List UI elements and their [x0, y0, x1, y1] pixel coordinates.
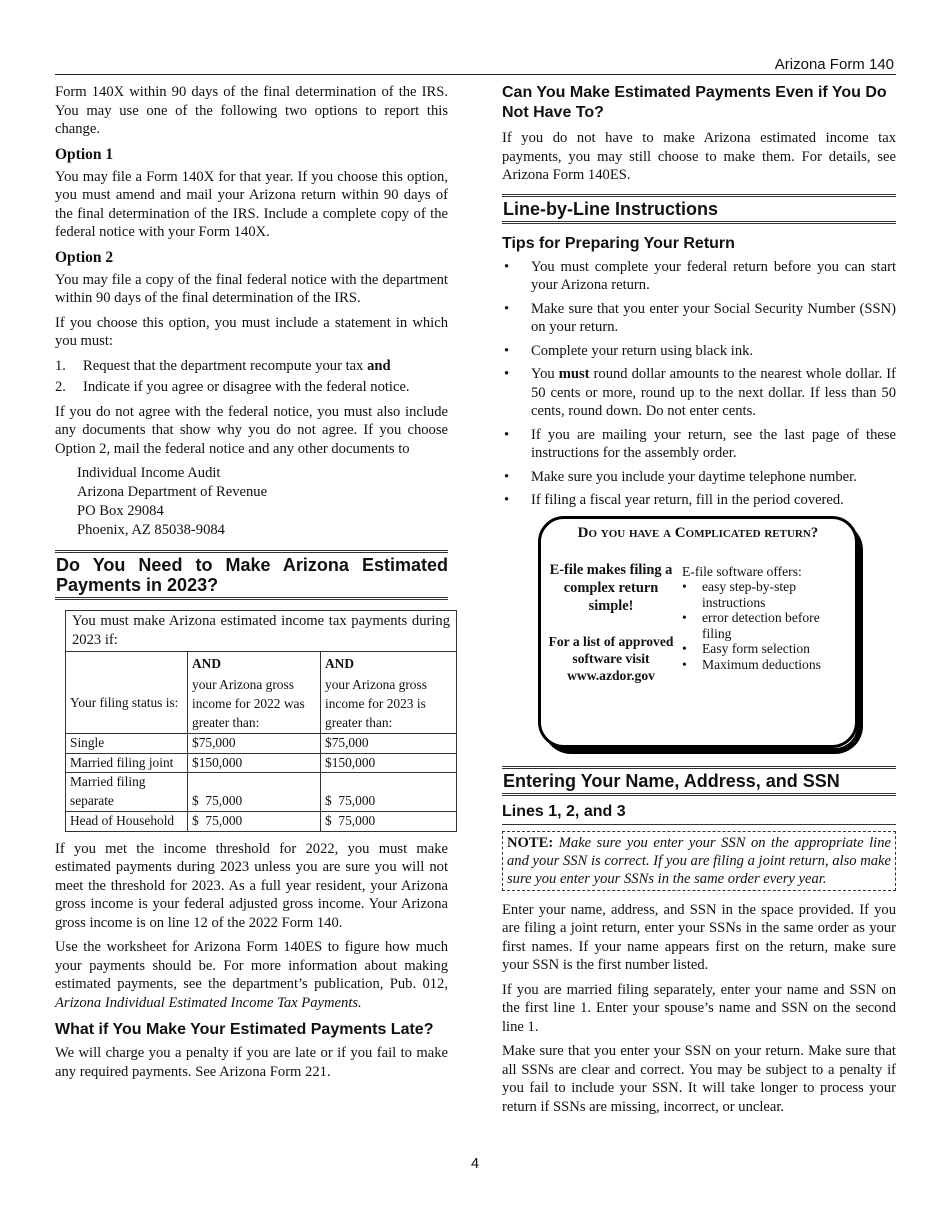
lines-heading: Lines 1, 2, and 3 [502, 802, 896, 825]
even-if-text: If you do not have to make Arizona estimated income tax payments, you may still choose to make them. For details, see Arizona Form 140ES. [502, 130, 896, 183]
col-header-status: Your filing status is: [66, 651, 188, 733]
tips-heading: Tips for Preparing Your Return [502, 234, 735, 252]
col-header-2022: AND your Arizona gross income for 2022 was greater than: [188, 651, 321, 733]
table-intro: You must make Arizona estimated income tax payments during 2023 if: [66, 611, 457, 652]
box-list-item: • error detection before filing [682, 610, 820, 641]
page-header [55, 55, 896, 75]
box-title: Do you have a Complicated return? [577, 524, 819, 541]
tip-item: • Complete your return using black ink. [504, 342, 754, 359]
worksheet-paragraph: Use the worksheet for Arizona Form 140ES to figure how much your payments should be. For more information about making estimated payments, see the department’s publication, Pub. 012, Arizona Individual Estimated Income Tax Payments. [55, 939, 448, 1011]
tip-item: • You must round dollar amounts to the nearest whole dollar. If 50 cents or more, round up to the next dollar. If less than 50 cents, round down. Do not enter cents. [504, 366, 896, 419]
name-section-heading: Entering Your Name, Address, and SSN [502, 766, 896, 796]
tips-list [502, 258, 896, 510]
table-row: Married filing joint $150,000 $150,000 [66, 753, 457, 773]
even-if-heading: Can You Make Estimated Payments Even if You Do Not Have To? [502, 84, 887, 121]
name-para2: If you are married filing separately, enter your name and SSN on the first line 1. Enter your spouse’s name and SSN on the second line 1. [502, 981, 896, 1035]
tip-item: • You must complete your federal return before you can start your Arizona return. [504, 258, 896, 293]
box-list-item: • Easy form selection [682, 641, 810, 657]
tip-item: • If you are mailing your return, see the last page of these instructions for the assembly order. [504, 426, 896, 461]
tip-item: • If filing a fiscal year return, fill in the period covered. [504, 492, 844, 508]
ssn-note: NOTE: Make sure you enter your SSN on the appropriate line and your SSN is correct. If you are filing a joint return, also make sure you enter your SSNs in the same order every year. [502, 831, 896, 891]
table-header-row [66, 651, 457, 733]
mailing-address: Individual Income Audit Arizona Department of Revenue PO Box 29084 Phoenix, AZ 85038-9084 [77, 465, 268, 538]
box-left-text: E-file makes filing a complex return simple! For a list of approved software visit www.azdor.gov [548, 561, 674, 683]
option2-text1: You may file a copy of the final federal notice with the department within 90 days of the final determination of the IRS. [55, 271, 448, 306]
option2-steps [55, 357, 448, 397]
option1-heading: Option 1 [55, 145, 114, 163]
option1-text: You may file a Form 140X for that year. If you choose this option, you must amend and mail your Arizona return within 90 days of the final determination of the IRS. Include a complete copy of the federal notice with your Form 140X. [55, 168, 448, 240]
estimated-payments-table [65, 610, 457, 832]
option2-text2: If you choose this option, you must include a statement in which you must: [55, 314, 448, 349]
option2-heading: Option 2 [55, 248, 114, 266]
right-column [502, 83, 896, 1122]
threshold-paragraph: If you met the income threshold for 2022, you must make estimated payments during 2023 unless you are sure you will not meet the threshold for 2023. As a full year resident, your Arizona gross income is your federal adjusted gross income. Your Arizona gross income is on line 12 of the 2022 Form 140. [55, 840, 448, 931]
form-name: Arizona Form 140 [774, 56, 894, 73]
name-para1: Enter your name, address, and SSN in the space provided. If you are filing a joint return, enter your SSNs in the same order as your first names. If your name appears first on the return, make sure your SSN is the first number listed. [502, 901, 896, 973]
table-row: Single $75,000 $75,000 [66, 733, 457, 753]
late-payments-text: We will charge you a penalty if you are late or if you fail to make any required payments. See Arizona Form 221. [55, 1045, 448, 1080]
option2-text3: If you do not agree with the federal notice, you must also include any documents that show why you do not agree. If you choose Option 2, mail the federal notice and any other documents to [55, 403, 448, 457]
tip-item: • Make sure you include your daytime telephone number. [504, 468, 857, 485]
table-row: Head of Household $ 75,000 $ 75,000 [66, 811, 457, 831]
table-row: Married filing separate $ 75,000 $ 75,000 [66, 773, 457, 812]
intro-paragraph: Form 140X within 90 days of the final determination of the IRS. You may use one of the following two options to report this change. [55, 84, 448, 137]
box-list-item: • easy step-by-step instructions [682, 579, 796, 610]
name-para3: Make sure that you enter your SSN on your return. Make sure that all SSNs are clear and correct. You may be subject to a penalty if you fail to include your SSN. It will take longer to process your return if SSNs are missing, incorrect, or unclear. [502, 1043, 896, 1115]
estimated-section-heading: Do You Need to Make Arizona Estimated Payments in 2023? [55, 550, 448, 600]
box-list-item: • Maximum deductions [682, 657, 821, 673]
col-header-2023: AND your Arizona gross income for 2023 is greater than: [321, 651, 457, 733]
tip-item: • Make sure that you enter your Social Security Number (SSN) on your return. [504, 300, 896, 335]
line-by-line-heading: Line-by-Line Instructions [502, 194, 896, 224]
step-item: 1. Request that the department recompute your tax and [55, 357, 391, 374]
left-column [55, 83, 448, 1087]
box-right-list: E-file software offers: • easy step-by-step instructions • error detection before filing • Easy form selection • Maximum deductions [682, 564, 852, 673]
page-number: 4 [470, 1156, 480, 1172]
complicated-return-box [538, 516, 866, 756]
late-payments-heading: What if You Make Your Estimated Payments Late? [55, 1021, 434, 1039]
step-item: 2. Indicate if you agree or disagree with the federal notice. [55, 379, 410, 395]
